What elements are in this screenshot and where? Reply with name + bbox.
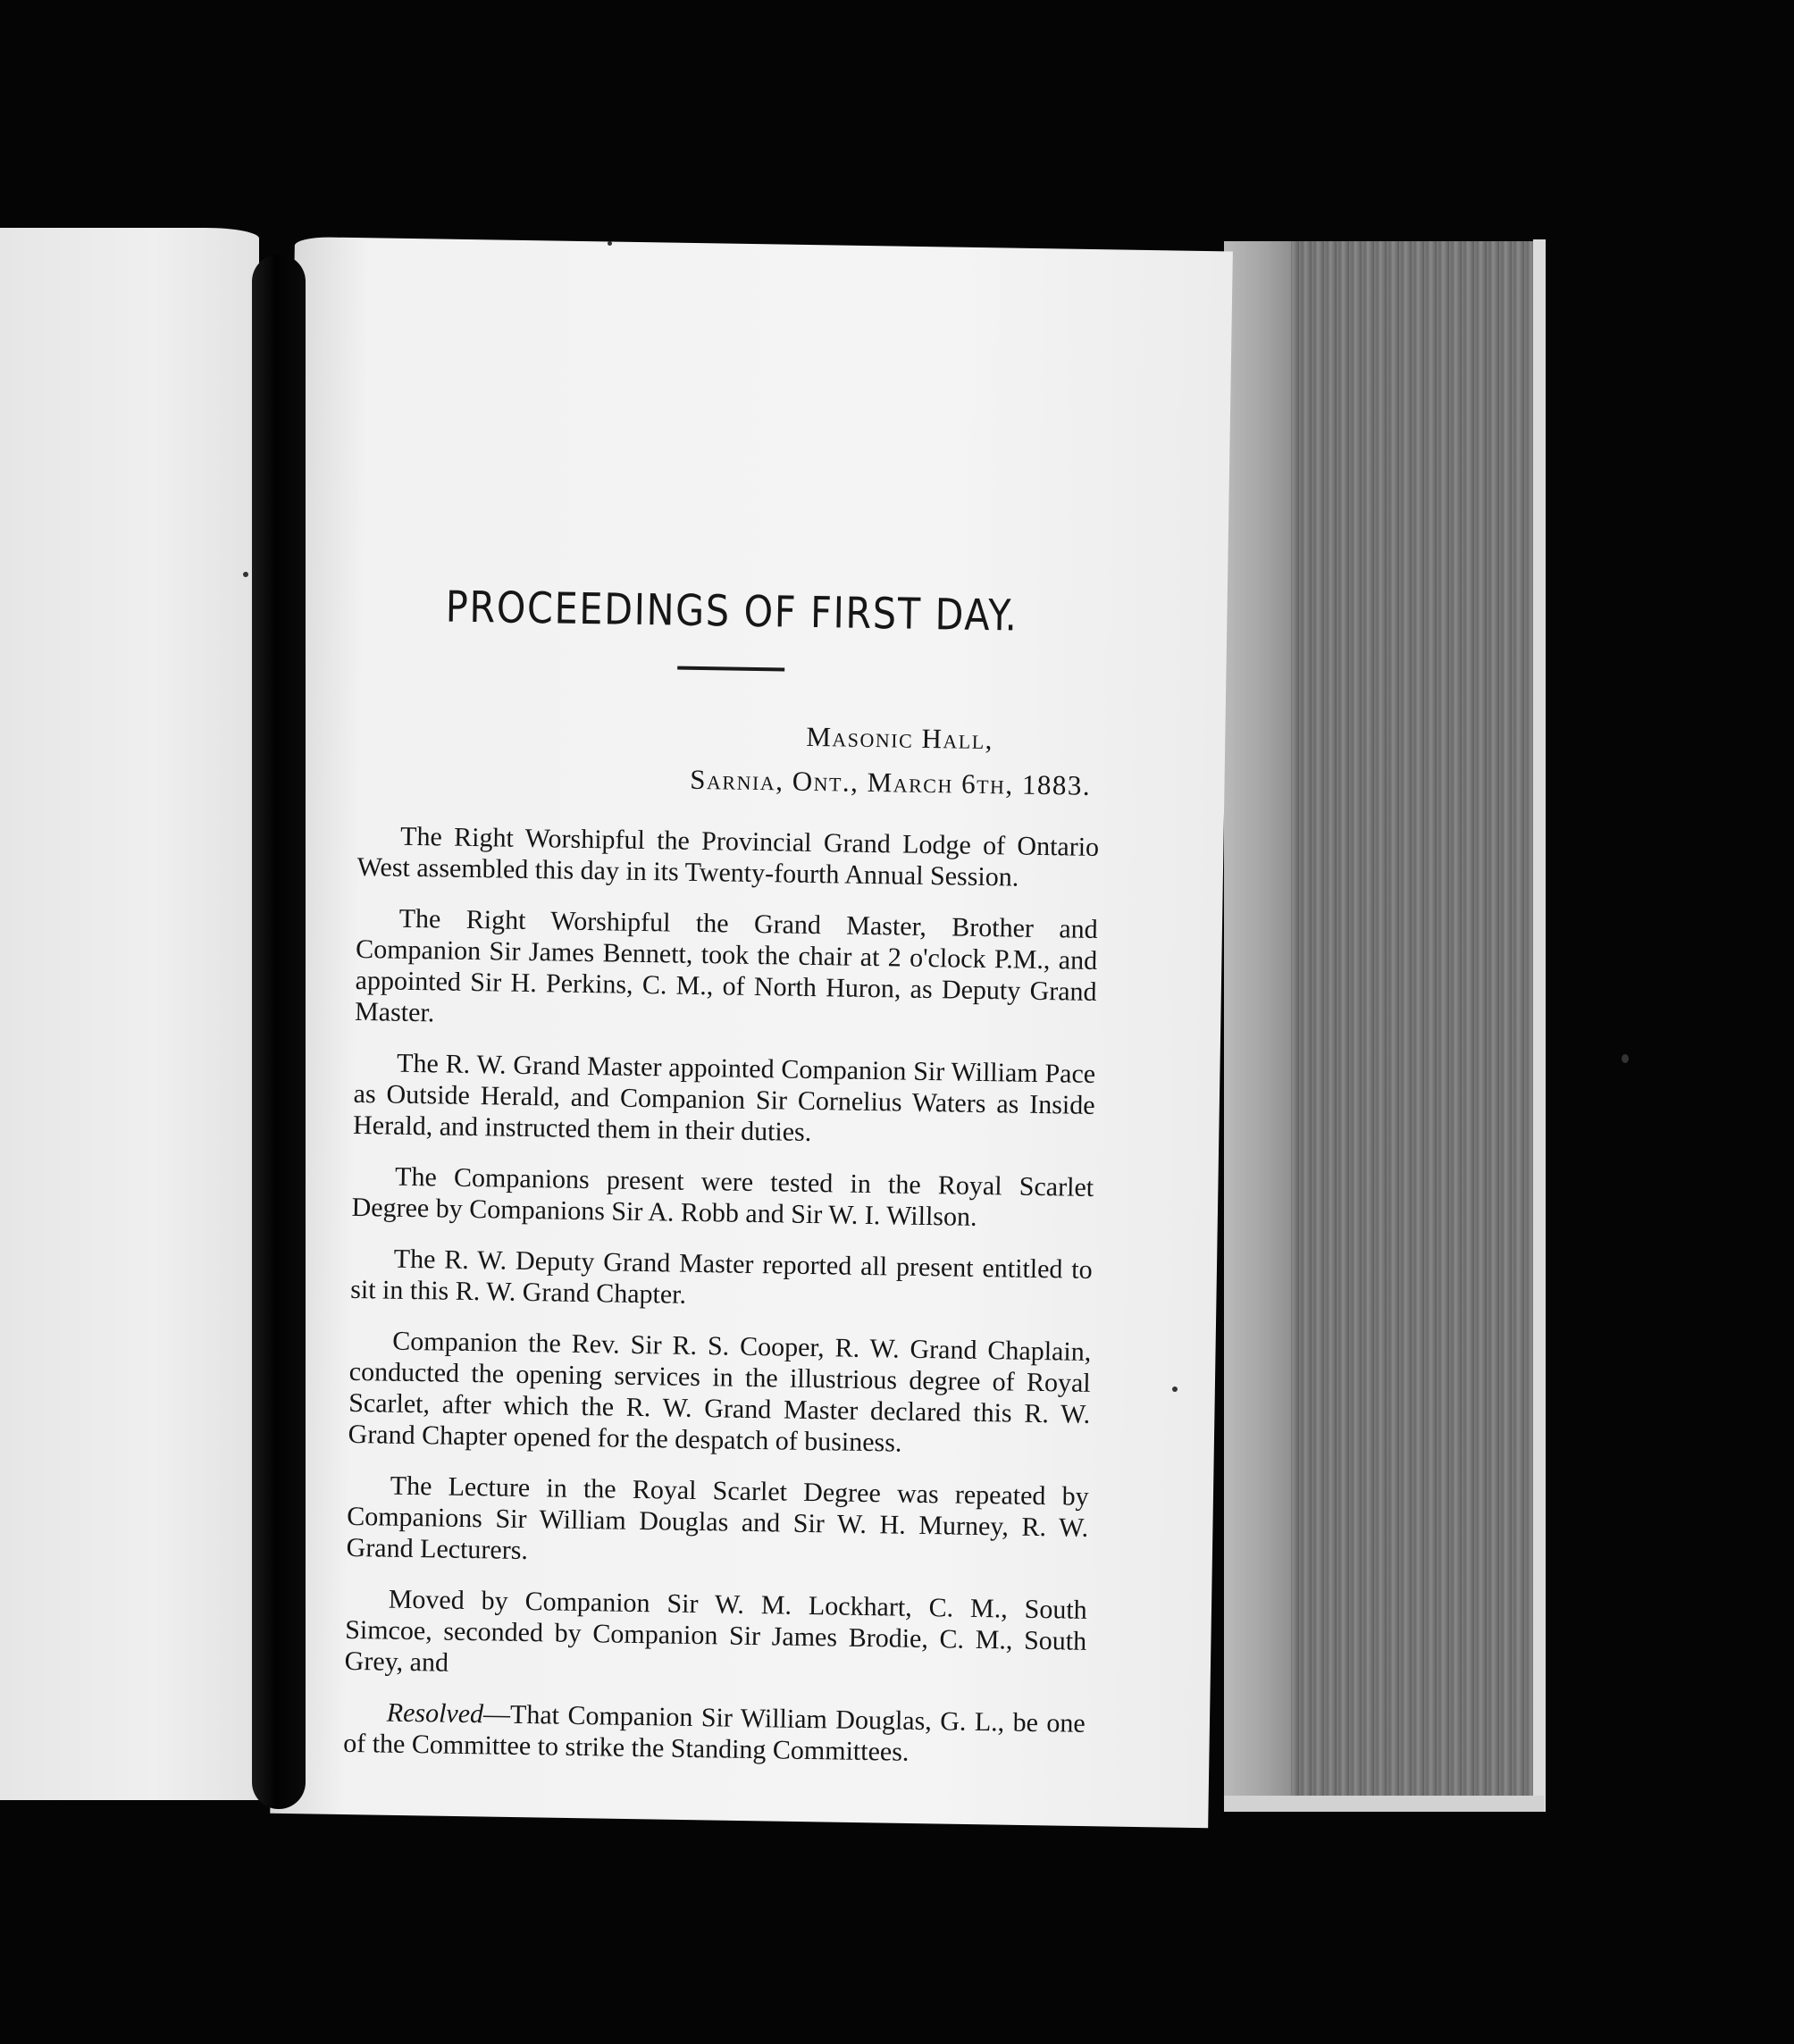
paragraph: Companion the Rev. Sir R. S. Cooper, R. W. Grand Chaplain, conducted the opening services in the illustrious degree of Royal Scarlet, after which the R. W. Grand Master declared this R. W. Grand Chapter opened for the despatch of business. <box>348 1326 1092 1458</box>
scan-speck <box>1622 1054 1629 1063</box>
book-bottom-edge <box>1224 1796 1544 1812</box>
resolution-paragraph <box>343 1696 1086 1771</box>
paragraph: Moved by Companion Sir W. M. Lockhart, C. M., South Simcoe, seconded by Companion Sir James Brodie, C. M., South Grey, and <box>344 1584 1087 1678</box>
title-rule <box>677 666 784 672</box>
page-text <box>343 563 1103 1771</box>
scan-speck <box>608 241 612 246</box>
book-gutter <box>252 255 306 1809</box>
page-title: PROCEEDINGS OF FIRST DAY. <box>445 582 1019 641</box>
paragraph: The R. W. Deputy Grand Master reported all present entitled to sit in this R. W. Grand Chapter. <box>349 1244 1093 1310</box>
left-page <box>0 228 259 1800</box>
paragraph: The Right Worshipful the Grand Master, Brother and Companion Sir James Bennett, took the chair at 2 o'clock P.M., and appointed Sir H. Perkins, C. M., of North Huron, as Deputy Grand Master. <box>354 903 1098 1028</box>
book-cover-edge <box>1533 239 1546 1812</box>
paragraph: The Companions present were tested in the Royal Scarlet Degree by Companions Sir A. Robb and Sir W. I. Willson. <box>351 1161 1094 1232</box>
resolution-text: —That Companion Sir William Douglas, G. L., be one of the Committee to strike the Standing Committees. <box>342 1699 1086 1767</box>
page-edge-shading <box>1224 241 1291 1809</box>
scan-speck <box>1172 1386 1178 1392</box>
dateline-place-date: Sarnia, Ont., March 6th, 1883. <box>690 763 1092 801</box>
paragraph: The Lecture in the Royal Scarlet Degree was repeated by Companions Sir William Douglas and Sir W. H. Murney, R. W. Grand Lecturers. <box>346 1470 1089 1566</box>
paragraph: The Right Worshipful the Provincial Grand Lodge of Ontario West assembled this day in its Twenty-fourth Annual Session. <box>356 821 1100 892</box>
resolved-label: Resolved <box>386 1697 484 1730</box>
scan-speck <box>243 572 248 577</box>
paragraph: The R. W. Grand Master appointed Companion Sir William Pace as Outside Herald, and Companion Sir Cornelius Waters as Inside Herald, and instructed them in their duties. <box>352 1048 1096 1147</box>
dateline-venue: Masonic Hall, <box>806 720 994 756</box>
dateline <box>358 708 1101 808</box>
